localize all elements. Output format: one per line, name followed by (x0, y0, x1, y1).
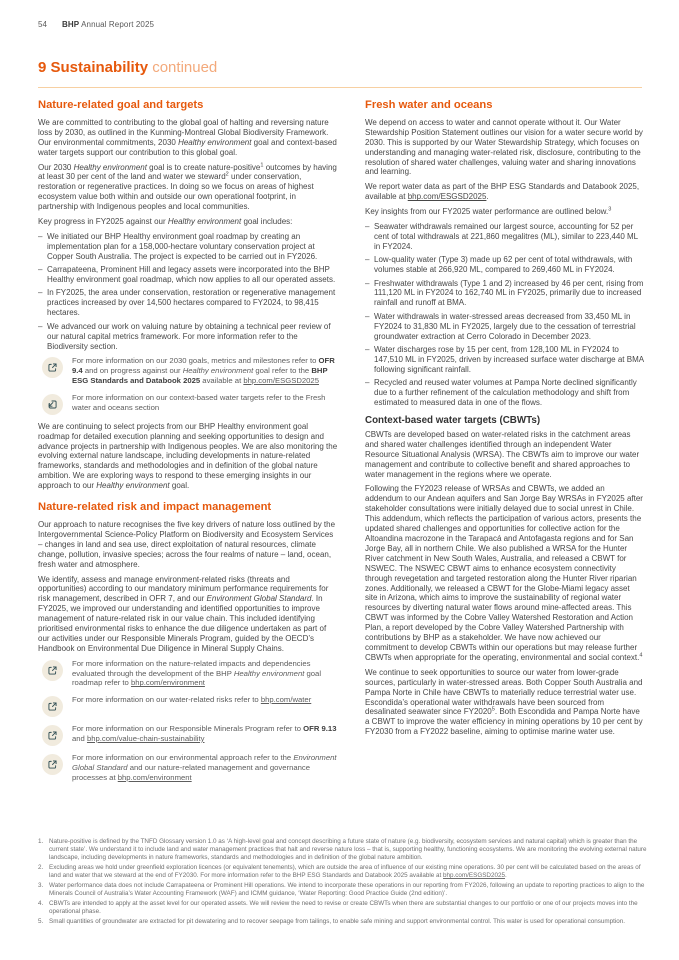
footnote-text (49, 864, 650, 880)
bullet-text (374, 378, 644, 408)
text-run: Nature-positive is defined by the TNFD Glossary version 1.0 as ‘A high-level goal and concept describing a future state of nature (e.g. biodiversity, ecosystem services and natural capital) which is greater than the current state’. We understand it to include land and water management practices that halt and reverse nature loss – that is, supporting healthy, functioning ecosystems. We are monitoring the evolving external nature landscape, including developments in nature frameworks, standards and methodologies and in definition of the global nature ambition. (49, 838, 647, 862)
section-divider (38, 87, 642, 88)
info-callout (38, 753, 338, 782)
text-run: and on progress against our (82, 366, 183, 376)
bullet-dash: – (365, 255, 370, 265)
info-callout (38, 724, 338, 746)
text-run: . (486, 192, 489, 202)
text-run: OFR 9.13 (303, 724, 337, 734)
footnote-number: 2. (38, 864, 44, 872)
bullet-text (47, 322, 338, 352)
footnote-text (49, 838, 650, 863)
info-callout (38, 393, 338, 415)
text-run: Following the FY2023 release of WRSAs and CBWTs, we added an addendum to our Andean aquifers and San Jorge Bay WRSAs in FY2025 after stakeholder consultations were initially delayed due to social unrest in Chile. This addendum, which reflects the participation of various actors, presents the updated shared challenges and opportunities for collective action for the Altoandina macrozone in the Tarapacá and Antofagasta regions and for San Jorge Bay, all in northern Chile. We also published a WRSA for the Hunter River catchment in New South Wales, Australia, and released a CBWT for NSWEC. The NSWEC CBWT aims to enhance ecosystem connectivity through revegetation and targeted restoration along the Hunter River riparian zones. Additionally, we released a CBWT for the Globe-Miami legacy asset site in Arizona, which aims to improve the sustainability of regional water resources by diverting natural water flows around mine-affected areas. This CBWT was informed by the Cobre Valley Watershed Restoration and Action Plan, a report developed by the Cobre Valley Watershed Partnership with contributions by BHP as a stakeholder. We have now achieved our commitment to develop CBWTs within our operations but may release further CBWTs when appropriate for the operating, environmental and social context. (365, 484, 643, 662)
text-run: Healthy environment (73, 162, 147, 172)
text-link[interactable]: bhp.com/water (260, 695, 312, 705)
text-run: Healthy environment (182, 366, 254, 376)
text-run: Water withdrawals in water-stressed areas decreased from 33,450 ML in FY2024 to 31,830 ML in FY2025, largely due to the cessation of terrestrial groundwater extraction at Cerro Colorado in December 2023. (374, 311, 636, 341)
callout-text (72, 659, 338, 688)
text-run: For more information on our environmental approach refer to the (72, 753, 294, 763)
text-run: For more information on our 2030 goals, metrics and milestones refer to (72, 356, 319, 366)
bullet-text (47, 288, 338, 318)
paragraph (38, 118, 338, 158)
bullet-dash: – (38, 288, 43, 298)
text-run: We initiated our BHP Healthy environment goal roadmap by creating an implementation plan for a 158,000-hectare voluntary conservation project at Copper South Australia. The project is expected to be carried out in FY2026. (47, 231, 318, 261)
text-run: Low-quality water (Type 3) made up 62 per cent of total withdrawals, with volumes stable at 266,920 ML, compared to 269,460 ML in FY2024. (374, 255, 633, 275)
footnote (38, 900, 650, 916)
text-run: goal and context-based water targets support our contribution to this global goal. (38, 137, 337, 157)
bullet-dash: – (38, 321, 43, 331)
bullet-item (365, 312, 644, 342)
footnote-ref: 2 (225, 171, 229, 178)
text-run: goal. (169, 481, 190, 491)
section-title-text: 9 Sustainability (38, 59, 149, 76)
footnote-number: 1. (38, 838, 44, 845)
paragraph (365, 484, 644, 662)
text-run: Healthy environment (178, 137, 252, 147)
text-run: Recycled and reused water volumes at Pampa Norte declined significantly due to a further refinement of the calculation methodology and shift from estimated to measured data in one of the flows. (374, 378, 637, 408)
report-name-rest: Annual Report 2025 (79, 20, 155, 29)
text-run: Key progress in FY2025 against our (38, 217, 168, 227)
text-run: Water performance data does not include Carrapateena or Prominent Hill operations. We intend to incorporate these operations in our reporting from FY2026, following an update to reporting practices to align to the Minerals Council of Australia’s Water Accounting Framework (WAF) and ICMM guidance, ‘Water Reporting: Good Practice Guide (2nd edition)’. (49, 881, 645, 898)
text-run: and our nature-related management and governance processes at (72, 762, 311, 782)
footnote-ref: 4 (639, 652, 643, 659)
text-run: CBWTs are intended to apply at the asset level for our operated assets. We will review the need to revise or create CBWTs when there are substantial changes to our portfolio or one of our projects moves into the operational phase. (49, 899, 638, 915)
bullet-list (38, 232, 338, 351)
internal-link-icon (42, 394, 63, 415)
bullet-item (365, 279, 644, 309)
footnotes (38, 838, 650, 927)
text-run: For more information on the nature-related impacts and dependencies evaluated through the development of the BHP (72, 658, 311, 678)
text-run: goal includes: (241, 217, 293, 227)
bullet-dash: – (365, 311, 370, 321)
text-run: Environment Global Standard (72, 753, 337, 772)
heading-context-based-water-targets: Context-based water targets (CBWTs) (365, 414, 541, 426)
text-run: For more information on our water-related risks refer to (72, 695, 261, 705)
text-run: We identify, assess and manage environment-related risks (threats and opportunities) according to our mandatory minimum performance requirements for risk management, described in OFR 7, and our (38, 574, 329, 604)
text-link[interactable]: bhp.com/value-chain-sustainability (86, 733, 205, 743)
external-link-icon (42, 754, 63, 775)
running-header (38, 20, 154, 29)
text-run: goal refer to the (253, 366, 312, 376)
bullet-dash: – (365, 222, 370, 232)
text-run: Healthy environment (167, 217, 242, 227)
paragraph (365, 430, 644, 480)
bullet-item (365, 222, 644, 252)
text-run: We advanced our work on valuing nature by obtaining a technical peer review of our natural capital metrics framework. For more information refer to the Biodiversity section. (47, 321, 331, 351)
bullet-text (374, 312, 644, 342)
text-run: . Both Escondida and Pampa Norte have a CBWT to improve the water efficiency in mining operations by 10 per cent by FY2030 from a FY2022 baseline, aiming to optimise marine water use. (365, 707, 643, 737)
text-run: Seawater withdrawals remained our largest source, accounting for 52 per cent of total withdrawals at 221,860 megalitres (ML), similar to 223,440 ML in FY2024. (374, 222, 638, 251)
paragraph (38, 575, 338, 654)
text-run: Environment Global Standard (206, 594, 312, 604)
footnote-number: 4. (38, 899, 44, 907)
text-link[interactable]: bhp.com/environment (117, 772, 192, 782)
text-run: Excluding areas we hold under greenfield exploration licences (or equivalent tenements), which are outside the area of influence of our existing mine operations. 30 per cent will be calculated based on the areas of land and water that we steward at the end of FY2030. For more information refer to the BHP ESG Standards and Databook 2025 available at (49, 864, 641, 880)
paragraph (38, 422, 338, 491)
footnote (38, 838, 650, 863)
text-run: Healthy environment (233, 668, 305, 678)
footnote-text (49, 900, 650, 916)
text-run: available at (200, 375, 244, 385)
text-run: Healthy environment (96, 481, 170, 491)
heading-nature-related-risk-and-impact-management: Nature-related risk and impact management (38, 501, 272, 514)
text-run: CBWTs are developed based on water-related risks in the catchment areas and shared water challenges identified through an independent Water Resource Situational Analysis (WRSA). The CBWTs aim to improve our water management and contribute to collective benefit and shared approaches to water management in the regions where we operate. (365, 429, 640, 479)
bullet-text (374, 255, 644, 275)
bullet-dash: – (38, 265, 43, 275)
bullet-list (365, 222, 644, 408)
footnote-text (49, 882, 650, 898)
footnote (38, 882, 650, 898)
bullet-dash: – (38, 231, 43, 241)
bullet-dash: – (365, 345, 370, 354)
info-callout (38, 695, 338, 717)
footnote-ref: 1 (260, 161, 264, 168)
text-run: We report water data as part of the BHP ESG Standards and Databook 2025, available at (365, 182, 640, 202)
paragraph (38, 163, 338, 213)
text-link[interactable]: bhp.com/ESGSD2025 (243, 375, 319, 385)
bullet-dash: – (365, 278, 370, 288)
callout-text (72, 695, 311, 717)
external-link-icon (42, 725, 63, 746)
text-run: goal roadmap refer to (72, 668, 322, 688)
bullet-item (38, 232, 338, 262)
text-link[interactable]: bhp.com/environment (130, 678, 205, 688)
text-link[interactable]: bhp.com/ESGSD2025 (443, 872, 505, 880)
footnote-number: 3. (38, 881, 44, 889)
callout-text (72, 753, 338, 782)
text-run: We are continuing to select projects from our BHP Healthy environment goal roadmap for detailed execution planning and seeking opportunities to design and advance projects in partnership with Indigenous peoples. We are also monitoring the evolving external nature landscape, including developments in nature-related frameworks, standards and methodologies and in definition of the global nature ambition. We are exploring ways to respond to these emerging insights in our approach to our (38, 421, 338, 491)
bullet-text (374, 345, 644, 375)
text-run: under conservation, restoration or regenerative practices. In doing so we focus on areas of highest ecosystem value both within and outside our own operational footprint, in partnership with Indigenous peoples and local communities. (38, 172, 314, 212)
bullet-text (374, 222, 644, 252)
text-run: For more information on our context-based water targets refer to the Fresh water and oceans section (72, 392, 326, 412)
paragraph (365, 118, 644, 177)
bullet-item (365, 255, 644, 275)
text-run: . (505, 872, 507, 880)
info-callout (38, 659, 338, 688)
paragraph (38, 520, 338, 570)
external-link-icon (42, 696, 63, 717)
text-run: goal is to create nature-positive (146, 162, 261, 172)
text-run: Carrapateena, Prominent Hill and legacy assets were incorporated into the BHP Healthy environment goal roadmap, which now applies to all our operated assets. (47, 265, 336, 285)
section-title-continued: continued (148, 59, 218, 76)
external-link-icon (42, 357, 63, 378)
heading-nature-related-goal-and-targets: Nature-related goal and targets (38, 99, 204, 111)
text-run: . In FY2025, we improved our understanding and identified opportunities to improve management of nature-related risk in our value chain. This included identifying prioritised environmental risks to enhance the due diligence undertaken as part of our activities under our Responsible Minerals Program, guided by the OECD’s Handbook on Environmental Due Diligence in Mineral Supply Chains. (38, 594, 327, 653)
callout-text (72, 724, 338, 746)
heading-fresh-water-and-oceans: Fresh water and oceans (365, 99, 493, 111)
bullet-text (47, 265, 338, 285)
text-run: and (72, 733, 87, 743)
bullet-dash: – (365, 378, 370, 388)
text-run: Water discharges rose by 15 per cent, from 128,100 ML in FY2024 to 147,510 ML in FY2025, driven by increased surface water discharge at BMA following significant rainfall. (374, 345, 644, 374)
text-run: outcomes by having at least 30 per cent of the land and water we steward (38, 162, 337, 182)
text-run: Our 2030 (38, 162, 74, 172)
bullet-item (38, 265, 338, 285)
paragraph (365, 668, 644, 737)
footnote-text (49, 918, 625, 926)
footnote (38, 918, 650, 926)
footnote-ref: 3 (608, 206, 612, 213)
bullet-item (38, 322, 338, 352)
section-title (38, 59, 217, 76)
text-run: We depend on access to water and cannot operate without it. Our Water Stewardship Position Statement outlines our vision for a water secure world by 2030. This is supported by our Water Stewardship Strategy, which focuses on understanding and managing water-related risk, disclosure, contributing to the resolution of shared water challenges, valuing water and sharing innovations and learning. (365, 117, 643, 177)
bullet-text (374, 279, 644, 309)
text-run: Freshwater withdrawals (Type 1 and 2) increased by 46 per cent, rising from 111,120 ML in FY2024 to 162,740 ML in FY2025, primarily due to increased rainfall and runoff at BMA. (374, 278, 644, 308)
left-column (38, 99, 338, 789)
text-run: Key insights from our FY2025 water performance are outlined below. (365, 207, 609, 217)
callout-text (72, 393, 338, 415)
text-run: OFR 9.4 (72, 356, 335, 376)
right-column (365, 99, 644, 789)
footnote-number: 5. (38, 917, 44, 925)
external-link-icon (42, 660, 63, 681)
bullet-item (365, 378, 644, 408)
bullet-item (38, 288, 338, 318)
info-callout (38, 356, 338, 385)
footnote-ref: 5 (491, 706, 495, 713)
two-column-body (38, 99, 644, 789)
text-run: We are committed to contributing to the global goal of halting and reversing nature loss by 2030, as outlined in the Kunming-Montreal Global Biodiversity Framework. Our environmental commitments, 2030 (38, 117, 329, 147)
report-name: BHP (62, 20, 80, 29)
page-number: 54 (38, 20, 48, 29)
text-run: For more information on our Responsible Minerals Program refer to (72, 724, 304, 734)
paragraph (365, 182, 644, 202)
text-run: In FY2025, the area under conservation, restoration or regenerative management practices increased by over 14,500 hectares compared to FY2024, to 98,415 hectares. (47, 288, 336, 318)
bullet-text (47, 232, 338, 262)
paragraph (365, 207, 644, 217)
text-run: Small quantities of groundwater are extracted for pit dewatering and to recover seepage from tailings, to enable safe mining and support environmental control. This water is used for operational consumption. (49, 917, 626, 925)
text-run: Our approach to nature recognises the five key drivers of nature loss outlined by the Intergovernmental Science-Policy Platform on Biodiversity and Ecosystem Services – changes in land and sea use, direct exploitation of natural resources, climate change, pollution, invasive species; across the four realms of nature – land, ocean, fresh water and atmosphere. (38, 519, 336, 569)
callout-text (72, 356, 338, 385)
text-link[interactable]: bhp.com/ESGSD2025 (407, 192, 487, 202)
paragraph (38, 217, 338, 227)
text-run: We continue to seek opportunities to source our water from lower-grade sources, particularly in water-stressed areas. Both Copper South Australia and Pampa Norte in Chile have CBWTs to materially reduce terrestrial water use. Escondida’s operational water withdrawals have been sourced from desalinated seawater since FY2020 (365, 667, 643, 717)
footnote (38, 864, 650, 880)
text-run: BHP ESG Standards and Databook 2025 (72, 366, 328, 385)
bullet-item (365, 345, 644, 375)
